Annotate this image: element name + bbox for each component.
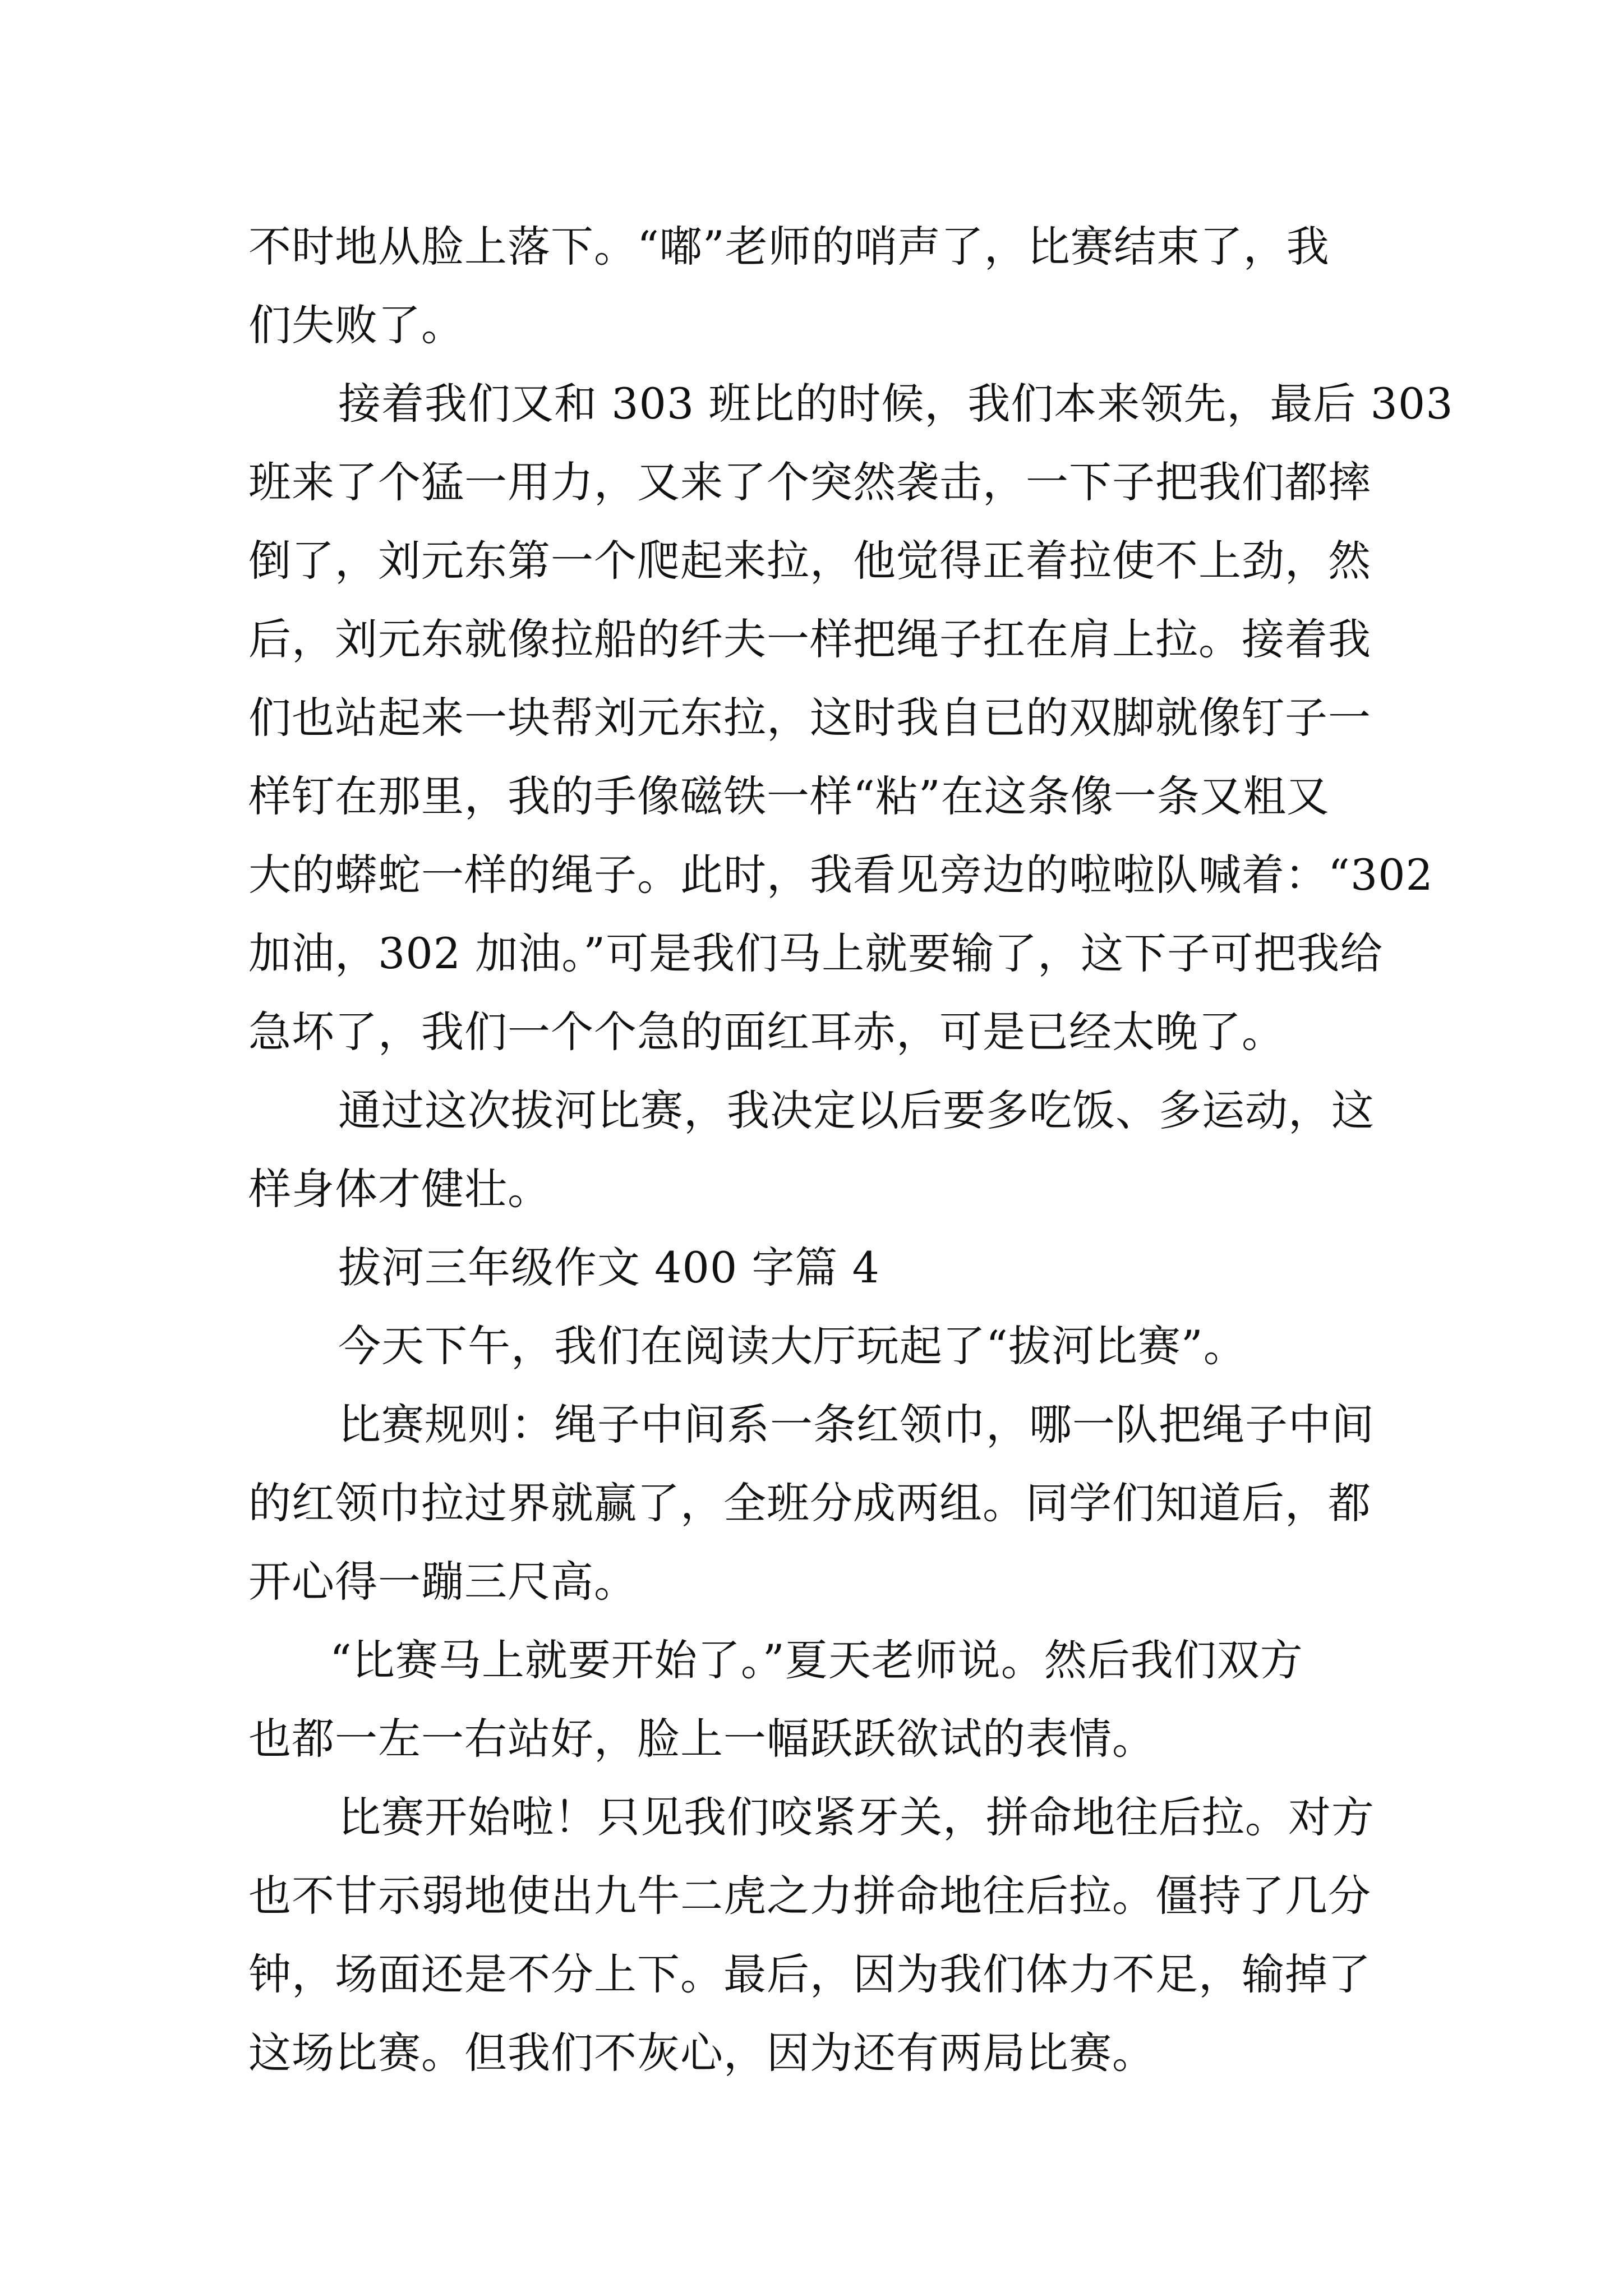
text-line: 通过这次拔河比赛，我决定以后要多吃饭、多运动，这 bbox=[338, 1085, 1375, 1135]
text-line: 也不甘示弱地使出九牛二虎之力拼命地往后拉。僵持了几分 bbox=[248, 1871, 1371, 1921]
text-line: 们失败了。 bbox=[248, 300, 464, 350]
text-line: 比赛开始啦！只见我们咬紧牙关，拼命地往后拉。对方 bbox=[338, 1792, 1375, 1842]
text-line: 这场比赛。但我们不灰心，因为还有两局比赛。 bbox=[248, 2028, 1155, 2078]
text-line: 接着我们又和 303 班比的时候，我们本来领先，最后 303 bbox=[338, 379, 1454, 429]
text-line: 不时地从脸上落下。“嘟”老师的哨声了，比赛结束了，我 bbox=[248, 222, 1330, 272]
text-line: 加油，302 加油。”可是我们马上就要输了，这下子可把我给 bbox=[248, 928, 1384, 978]
text-line: 也都一左一右站好，脸上一幅跃跃欲试的表情。 bbox=[248, 1714, 1155, 1764]
text-line: 样钉在那里，我的手像磁铁一样“粘”在这条像一条又粗又 bbox=[248, 771, 1330, 821]
text-line: 今天下午，我们在阅读大厅玩起了“拔河比赛”。 bbox=[338, 1321, 1247, 1371]
text-line: 急坏了，我们一个个急的面红耳赤，可是已经太晚了。 bbox=[248, 1007, 1285, 1057]
text-line: 倒了，刘元东第一个爬起来拉，他觉得正着拉使不上劲，然 bbox=[248, 536, 1371, 586]
section-heading: 拔河三年级作文 400 字篇 4 bbox=[338, 1243, 880, 1292]
text-line: 们也站起来一块帮刘元东拉，这时我自已的双脚就像钉子一 bbox=[248, 693, 1371, 743]
text-line: 班来了个猛一用力，又来了个突然袭击，一下子把我们都摔 bbox=[248, 457, 1371, 507]
text-line: 大的蟒蛇一样的绳子。此时，我看见旁边的啦啦队喊着：“302 bbox=[248, 850, 1433, 900]
text-line: 后，刘元东就像拉船的纤夫一样把绳子扛在肩上拉。接着我 bbox=[248, 614, 1371, 664]
text-line: “比赛马上就要开始了。”夏天老师说。然后我们双方 bbox=[330, 1635, 1303, 1685]
text-line: 钟，场面还是不分上下。最后，因为我们体力不足，输掉了 bbox=[248, 1949, 1371, 1999]
text-line: 的红领巾拉过界就赢了，全班分成两组。同学们知道后，都 bbox=[248, 1478, 1371, 1528]
text-line: 开心得一蹦三尺高。 bbox=[248, 1557, 637, 1607]
text-line: 比赛规则：绳子中间系一条红领巾，哪一队把绳子中间 bbox=[338, 1400, 1375, 1450]
text-line: 样身体才健壮。 bbox=[248, 1164, 551, 1214]
